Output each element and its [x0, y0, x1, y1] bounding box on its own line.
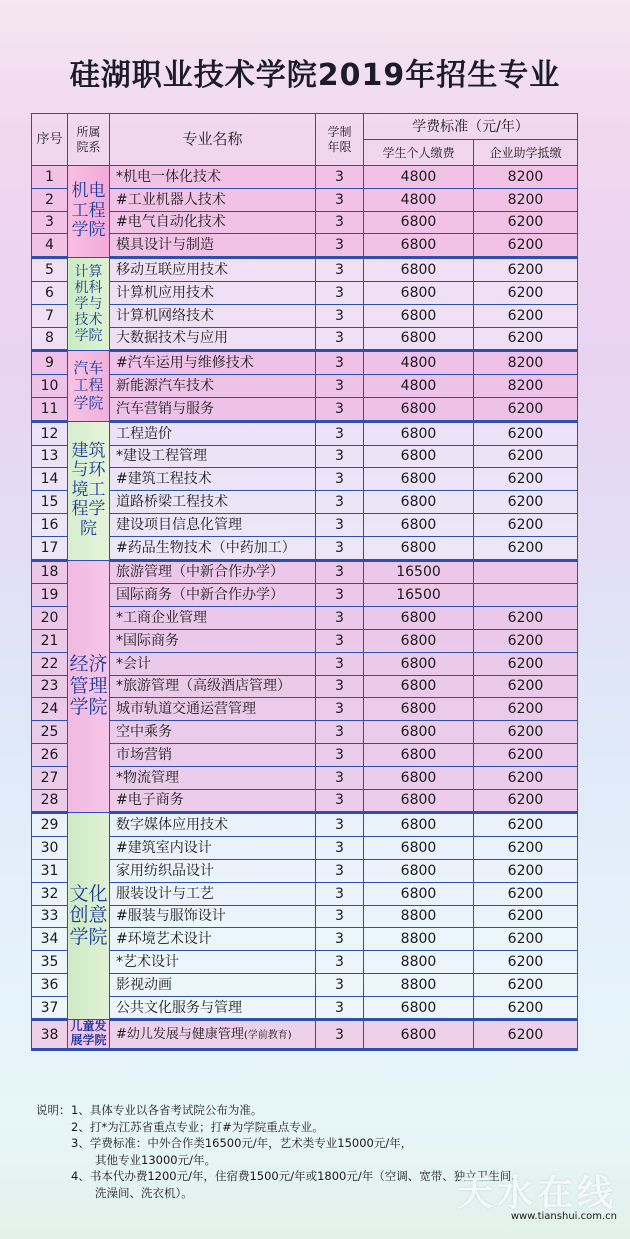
fee-personal: 8800: [364, 973, 474, 996]
major-name: [110, 491, 316, 514]
major-label: #汽车运用与维修技术: [116, 355, 254, 372]
fee-enterprise: 6200: [474, 837, 578, 860]
fee-personal: 6800: [364, 607, 474, 630]
notes-label: 说明：: [36, 1103, 71, 1117]
fee-enterprise: 6200: [474, 258, 578, 282]
table-row: [32, 560, 578, 584]
major-label: 城市轨道交通运营管理: [116, 701, 256, 718]
table-row: [32, 491, 578, 514]
fee-personal: 6800: [364, 1020, 474, 1050]
major-name: [110, 468, 316, 491]
study-years: 3: [316, 491, 364, 514]
study-years: 3: [316, 513, 364, 536]
row-number: 37: [32, 996, 68, 1020]
fee-personal: 16500: [364, 584, 474, 607]
major-label: 建设项目信息化管理: [116, 516, 242, 533]
study-years: 3: [316, 882, 364, 905]
table-row: [32, 996, 578, 1020]
study-years: 3: [316, 905, 364, 928]
table-row: [32, 951, 578, 974]
major-name: [110, 973, 316, 996]
major-label: 计算机应用技术: [116, 284, 214, 301]
fee-enterprise: 6200: [474, 513, 578, 536]
fee-personal: 6800: [364, 513, 474, 536]
major-name: [110, 421, 316, 445]
fee-personal: 6800: [364, 258, 474, 282]
major-label: 家用纺织品设计: [116, 862, 214, 879]
major-label: #药品生物技术（中药加工）: [116, 539, 296, 556]
major-label: 移动互联应用技术: [116, 262, 228, 279]
row-number: 14: [32, 468, 68, 491]
major-label: 道路桥梁工程技术: [116, 494, 228, 511]
major-name: [110, 375, 316, 398]
major-name: [110, 766, 316, 789]
study-years: 3: [316, 951, 364, 974]
fee-personal: 6800: [364, 698, 474, 721]
row-number: 8: [32, 327, 68, 351]
major-name: [110, 743, 316, 766]
fee-enterprise: 6200: [474, 813, 578, 837]
fee-enterprise: 8200: [474, 188, 578, 211]
table-row: [32, 905, 578, 928]
table-row: [32, 928, 578, 951]
fee-personal: 16500: [364, 560, 474, 584]
major-name: [110, 652, 316, 675]
table-row: [32, 351, 578, 375]
study-years: 3: [316, 584, 364, 607]
fee-enterprise: 6200: [474, 629, 578, 652]
fee-personal: 8800: [364, 928, 474, 951]
table-row: [32, 1020, 578, 1050]
row-number: 17: [32, 536, 68, 560]
major-name: [110, 166, 316, 189]
major-label: 新能源汽车技术: [116, 378, 214, 395]
major-name: [110, 789, 316, 813]
note-item: 洗澡间、洗衣机）。: [95, 1185, 193, 1200]
watermark-url: www.tianshui.com.cn: [510, 1211, 617, 1222]
major-label: #电子商务: [116, 792, 184, 809]
table-row: [32, 211, 578, 234]
row-number: 21: [32, 629, 68, 652]
department-cell: 文化创意学院: [68, 813, 110, 1020]
table-row: [32, 652, 578, 675]
study-years: 3: [316, 928, 364, 951]
major-name: [110, 813, 316, 837]
major-name: [110, 837, 316, 860]
major-label: *国际商务: [116, 632, 179, 649]
fee-personal: 6800: [364, 421, 474, 445]
major-label: 工程造价: [116, 425, 172, 442]
major-label: #建筑工程技术: [116, 471, 212, 488]
table-row: [32, 837, 578, 860]
row-number: 9: [32, 351, 68, 375]
majors-table-body: [32, 166, 578, 1050]
fee-personal: 6800: [364, 445, 474, 468]
study-years: 3: [316, 1020, 364, 1050]
fee-enterprise: 6200: [474, 905, 578, 928]
fee-personal: 6800: [364, 743, 474, 766]
major-label: 国际商务（中新合作办学）: [116, 587, 284, 604]
fee-personal: 6800: [364, 859, 474, 882]
row-number: 19: [32, 584, 68, 607]
major-label: 市场营销: [116, 746, 172, 763]
fee-personal: 4800: [364, 375, 474, 398]
study-years: 3: [316, 675, 364, 698]
fee-enterprise: 6200: [474, 536, 578, 560]
table-row: [32, 421, 578, 445]
note-item: 3、学费标准：中外合作类16500元/年，艺术类专业15000元/年，: [71, 1136, 413, 1150]
fee-enterprise: 6200: [474, 973, 578, 996]
major-label: 服装设计与工艺: [116, 885, 214, 902]
fee-enterprise: 6200: [474, 882, 578, 905]
row-number: 28: [32, 789, 68, 813]
study-years: 3: [316, 973, 364, 996]
study-years: 3: [316, 258, 364, 282]
fee-personal: 6800: [364, 675, 474, 698]
major-name: [110, 536, 316, 560]
major-name: [110, 721, 316, 744]
fee-personal: 4800: [364, 166, 474, 189]
row-number: 35: [32, 951, 68, 974]
fee-enterprise: 6200: [474, 607, 578, 630]
fee-personal: 6800: [364, 397, 474, 421]
fee-personal: 6800: [364, 536, 474, 560]
major-name: [110, 951, 316, 974]
table-row: [32, 513, 578, 536]
fee-personal: 6800: [364, 837, 474, 860]
row-number: 31: [32, 859, 68, 882]
study-years: 3: [316, 698, 364, 721]
table-row: [32, 607, 578, 630]
table-row: [32, 166, 578, 189]
study-years: 3: [316, 397, 364, 421]
major-name: [110, 281, 316, 304]
study-years: 3: [316, 281, 364, 304]
table-row: [32, 536, 578, 560]
major-label: 模具设计与制造: [116, 237, 214, 254]
fee-personal: 8800: [364, 905, 474, 928]
fee-enterprise: [474, 584, 578, 607]
fee-personal: 4800: [364, 188, 474, 211]
table-row: [32, 375, 578, 398]
major-name: [110, 304, 316, 327]
department-cell: 儿童发展学院: [68, 1020, 110, 1050]
major-name: [110, 211, 316, 234]
major-name: [110, 234, 316, 258]
study-years: 3: [316, 166, 364, 189]
table-row: [32, 789, 578, 813]
row-number: 18: [32, 560, 68, 584]
fee-enterprise: 6200: [474, 698, 578, 721]
header-fee-enterprise: 企业助学抵缴: [474, 140, 578, 166]
study-years: 3: [316, 421, 364, 445]
fee-personal: 6800: [364, 629, 474, 652]
table-row: [32, 882, 578, 905]
study-years: 3: [316, 721, 364, 744]
fee-personal: 6800: [364, 813, 474, 837]
major-label: *会计: [116, 655, 151, 672]
department-cell: 汽车工程学院: [68, 351, 110, 421]
header-major: 专业名称: [110, 114, 316, 166]
fee-enterprise: 6200: [474, 675, 578, 698]
header-years: 学制年限: [316, 114, 364, 166]
row-number: 12: [32, 421, 68, 445]
row-number: 3: [32, 211, 68, 234]
major-name: [110, 905, 316, 928]
fee-personal: 6800: [364, 721, 474, 744]
note-item: 4、书本代办费1200元/年，住宿费1500元/年或1800元/年（空调、宽带、独立卫生间、: [71, 1169, 523, 1183]
study-years: 3: [316, 743, 364, 766]
fee-enterprise: 6200: [474, 928, 578, 951]
table-row: [32, 859, 578, 882]
major-name: [110, 607, 316, 630]
row-number: 4: [32, 234, 68, 258]
fee-enterprise: 6200: [474, 327, 578, 351]
fee-personal: 6800: [364, 996, 474, 1020]
row-number: 26: [32, 743, 68, 766]
major-name: [110, 351, 316, 375]
row-number: 38: [32, 1020, 68, 1050]
major-name: [110, 188, 316, 211]
study-years: 3: [316, 813, 364, 837]
table-row: [32, 766, 578, 789]
fee-enterprise: 8200: [474, 375, 578, 398]
row-number: 13: [32, 445, 68, 468]
table-row: [32, 304, 578, 327]
major-name: [110, 859, 316, 882]
fee-personal: 4800: [364, 351, 474, 375]
table-row: [32, 234, 578, 258]
major-label: #幼儿发展与健康管理: [116, 1027, 244, 1043]
department-cell: 计算机科学与技术学院: [68, 258, 110, 351]
major-label: #环境艺术设计: [116, 931, 212, 948]
study-years: 3: [316, 188, 364, 211]
fee-enterprise: 6200: [474, 211, 578, 234]
header-dept: 所属院系: [68, 114, 110, 166]
study-years: 3: [316, 607, 364, 630]
department-cell: 经济管理学院: [68, 560, 110, 813]
major-label: #工业机器人技术: [116, 191, 226, 208]
study-years: 3: [316, 859, 364, 882]
row-number: 32: [32, 882, 68, 905]
major-label: 空中乘务: [116, 724, 172, 741]
major-label: 计算机网络技术: [116, 307, 214, 324]
major-label: #建筑室内设计: [116, 840, 212, 856]
table-row: [32, 258, 578, 282]
study-years: 3: [316, 304, 364, 327]
study-years: 3: [316, 996, 364, 1020]
fee-personal: 6800: [364, 468, 474, 491]
header-fee-personal: 学生个人缴费: [364, 140, 474, 166]
fee-personal: 6800: [364, 882, 474, 905]
row-number: 23: [32, 675, 68, 698]
row-number: 11: [32, 397, 68, 421]
header-fee: 学费标准（元/年）: [364, 114, 578, 140]
study-years: 3: [316, 766, 364, 789]
majors-table: [31, 113, 578, 1051]
major-label: *工商企业管理: [116, 610, 207, 627]
major-name: [110, 928, 316, 951]
note-item: 1、具体专业以各省考试院公布为准。: [71, 1103, 263, 1117]
major-name: [110, 397, 316, 421]
row-number: 22: [32, 652, 68, 675]
major-label: 大数据技术与应用: [116, 330, 228, 347]
row-number: 25: [32, 721, 68, 744]
major-label: *旅游管理（高级酒店管理）: [116, 678, 291, 695]
fee-enterprise: 6200: [474, 766, 578, 789]
fee-enterprise: 6200: [474, 1020, 578, 1050]
table-row: [32, 743, 578, 766]
fee-enterprise: 6200: [474, 421, 578, 445]
major-label: *机电一体化技术: [116, 168, 221, 185]
fee-personal: 6800: [364, 327, 474, 351]
fee-enterprise: 6200: [474, 397, 578, 421]
note-item: 2、打*为江苏省重点专业；打#为学院重点专业。: [71, 1119, 324, 1134]
row-number: 10: [32, 375, 68, 398]
study-years: 3: [316, 789, 364, 813]
fee-enterprise: 6200: [474, 468, 578, 491]
major-label: *物流管理: [116, 769, 179, 786]
table-row: [32, 629, 578, 652]
major-label: *艺术设计: [116, 953, 179, 970]
study-years: 3: [316, 445, 364, 468]
table-row: [32, 721, 578, 744]
study-years: 3: [316, 375, 364, 398]
row-number: 29: [32, 813, 68, 837]
table-row: [32, 445, 578, 468]
department-cell: 机电工程学院: [68, 166, 110, 258]
watermark: [440, 1165, 625, 1235]
study-years: 3: [316, 351, 364, 375]
page-title: 硅湖职业技术学院2019年招生专业: [69, 58, 561, 93]
fee-enterprise: 6200: [474, 743, 578, 766]
study-years: 3: [316, 536, 364, 560]
header-no: 序号: [32, 114, 68, 166]
row-number: 36: [32, 973, 68, 996]
table-row: [32, 698, 578, 721]
table-row: [32, 327, 578, 351]
major-label: 数字媒体应用技术: [116, 817, 228, 834]
fee-personal: 6800: [364, 304, 474, 327]
fee-personal: 6800: [364, 766, 474, 789]
row-number: 34: [32, 928, 68, 951]
table-row: [32, 675, 578, 698]
table-row: [32, 468, 578, 491]
table-row: [32, 584, 578, 607]
fee-enterprise: 6200: [474, 234, 578, 258]
major-label: *建设工程管理: [116, 448, 207, 465]
major-name: [110, 1020, 316, 1050]
fee-enterprise: 6200: [474, 951, 578, 974]
major-label: 影视动画: [116, 976, 172, 993]
major-note: (学前教育): [243, 1030, 292, 1042]
major-name: [110, 882, 316, 905]
row-number: 30: [32, 837, 68, 860]
major-label: 旅游管理（中新合作办学）: [116, 564, 284, 581]
study-years: 3: [316, 468, 364, 491]
table-row: [32, 188, 578, 211]
fee-personal: 6800: [364, 652, 474, 675]
row-number: 5: [32, 258, 68, 282]
row-number: 16: [32, 513, 68, 536]
fee-enterprise: 6200: [474, 859, 578, 882]
study-years: 3: [316, 837, 364, 860]
table-row: [32, 281, 578, 304]
fee-enterprise: 6200: [474, 996, 578, 1020]
row-number: 20: [32, 607, 68, 630]
fee-enterprise: 6200: [474, 445, 578, 468]
major-label: #电气自动化技术: [116, 214, 226, 231]
major-name: [110, 584, 316, 607]
fee-personal: 6800: [364, 491, 474, 514]
fee-enterprise: 6200: [474, 652, 578, 675]
major-name: [110, 675, 316, 698]
major-name: [110, 698, 316, 721]
study-years: 3: [316, 327, 364, 351]
row-number: 7: [32, 304, 68, 327]
row-number: 33: [32, 905, 68, 928]
study-years: 3: [316, 234, 364, 258]
row-number: 15: [32, 491, 68, 514]
major-name: [110, 560, 316, 584]
major-label: 汽车营销与服务: [116, 400, 214, 417]
major-name: [110, 513, 316, 536]
major-name: [110, 445, 316, 468]
table-row: [32, 813, 578, 837]
fee-enterprise: 6200: [474, 491, 578, 514]
row-number: 24: [32, 698, 68, 721]
study-years: 3: [316, 629, 364, 652]
major-name: [110, 996, 316, 1020]
department-cell: 建筑与环境工程学院: [68, 421, 110, 560]
fee-personal: 6800: [364, 234, 474, 258]
major-name: [110, 258, 316, 282]
row-number: 2: [32, 188, 68, 211]
table-row: [32, 397, 578, 421]
study-years: 3: [316, 211, 364, 234]
fee-enterprise: 6200: [474, 721, 578, 744]
fee-enterprise: [474, 560, 578, 584]
major-name: [110, 327, 316, 351]
watermark-text: 天水在线: [456, 1173, 617, 1214]
table-row: [32, 973, 578, 996]
row-number: 1: [32, 166, 68, 189]
fee-enterprise: 6200: [474, 304, 578, 327]
row-number: 6: [32, 281, 68, 304]
major-name: [110, 629, 316, 652]
fee-enterprise: 8200: [474, 166, 578, 189]
study-years: 3: [316, 560, 364, 584]
fee-personal: 8800: [364, 951, 474, 974]
major-label: #服装与服饰设计: [116, 908, 226, 925]
note-item: 其他专业13000元/年。: [95, 1152, 216, 1167]
study-years: 3: [316, 652, 364, 675]
fee-enterprise: 6200: [474, 281, 578, 304]
major-label: 公共文化服务与管理: [116, 999, 242, 1016]
fee-enterprise: 8200: [474, 351, 578, 375]
fee-enterprise: 6200: [474, 789, 578, 813]
fee-personal: 6800: [364, 211, 474, 234]
fee-personal: 6800: [364, 789, 474, 813]
fee-personal: 6800: [364, 281, 474, 304]
row-number: 27: [32, 766, 68, 789]
